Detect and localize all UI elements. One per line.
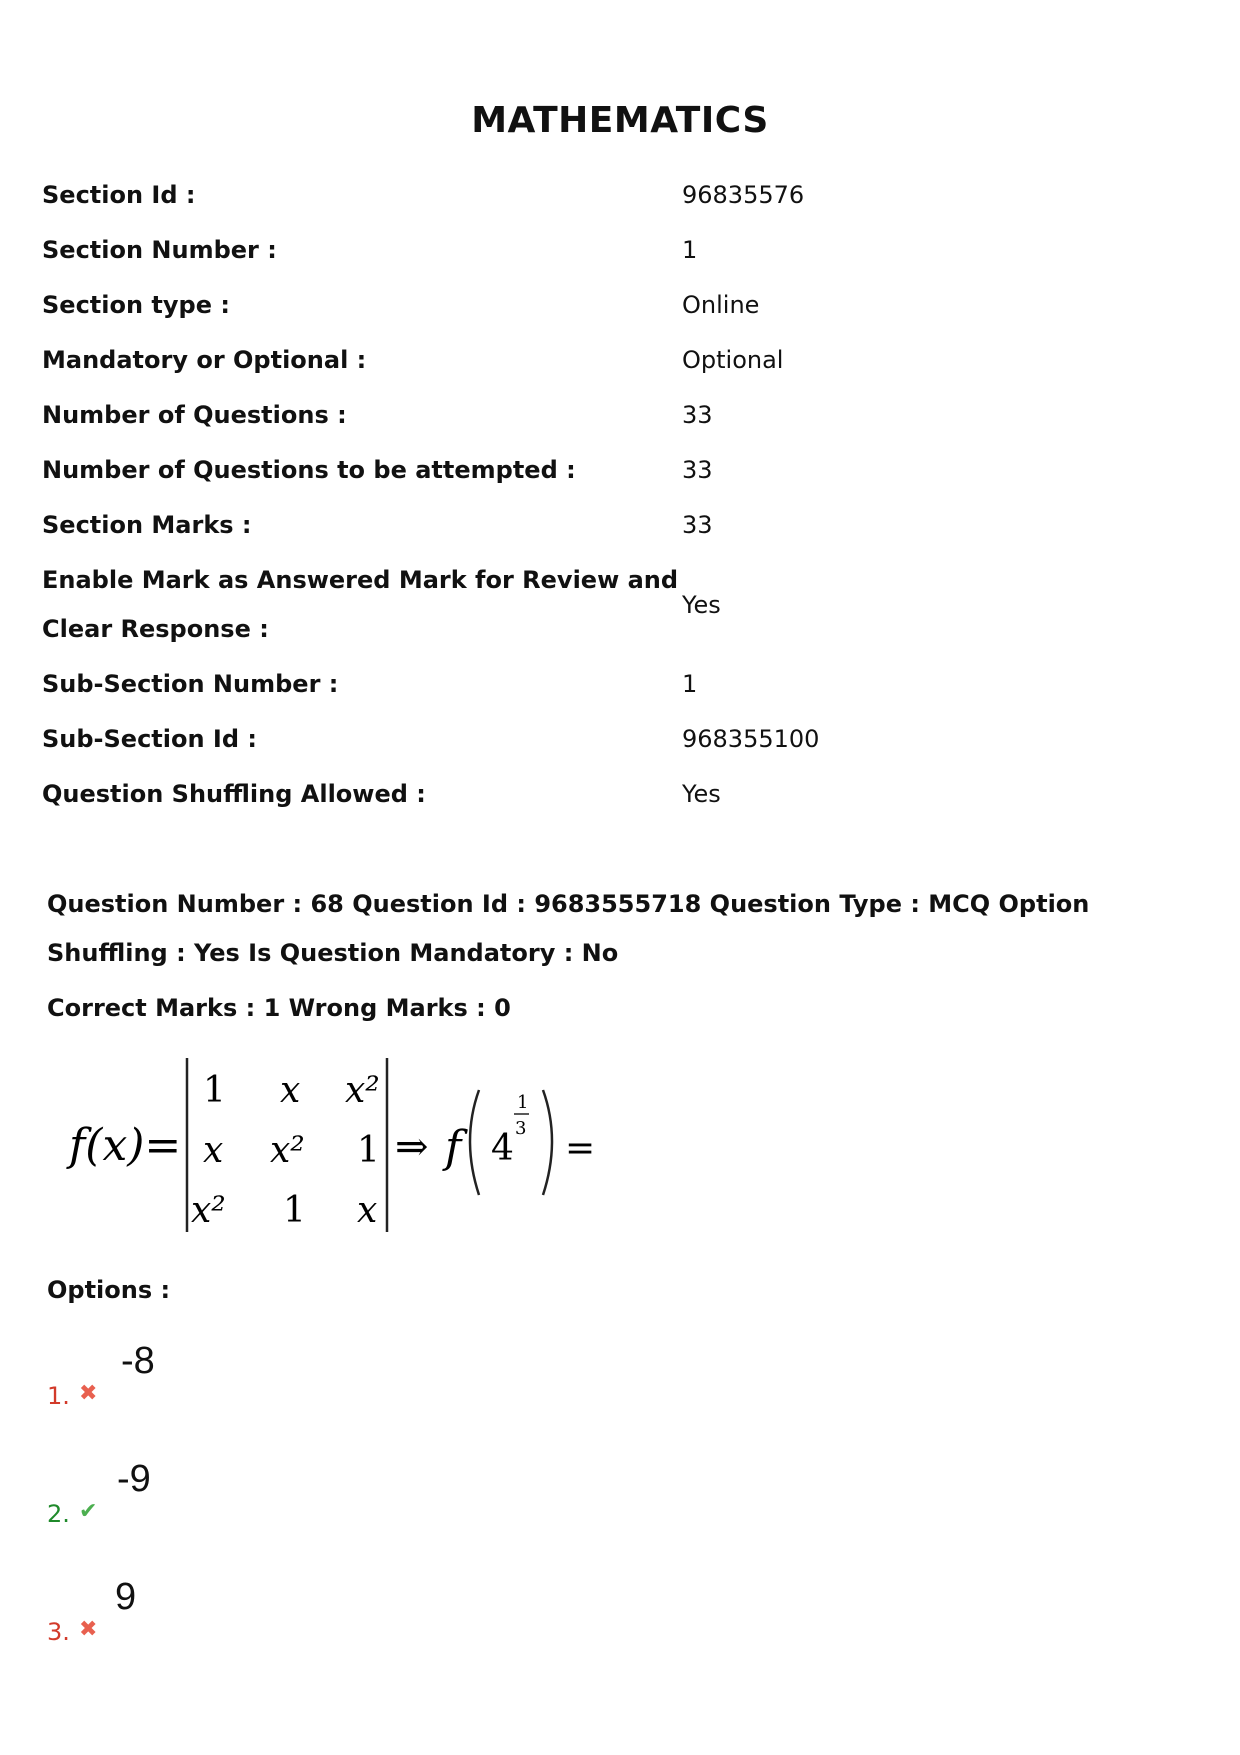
formula-base: 4 — [491, 1128, 514, 1169]
info-row — [42, 767, 1192, 822]
info-label: Number of Questions to be attempted : — [42, 456, 576, 484]
matrix-cell: 1 — [283, 1190, 306, 1231]
option-value: -8 — [121, 1340, 155, 1382]
info-row — [42, 657, 1192, 712]
question-formula — [65, 1050, 605, 1240]
info-row — [42, 553, 1192, 657]
info-label: Section Id : — [42, 181, 196, 209]
info-value: 1 — [682, 236, 698, 264]
info-label: Mandatory or Optional : — [42, 346, 367, 374]
right-paren — [543, 1090, 552, 1195]
info-value: 1 — [682, 670, 698, 698]
matrix-cell: x² — [270, 1130, 305, 1171]
info-value: Online — [682, 291, 760, 319]
info-value: 33 — [682, 511, 713, 539]
matrix-cell: x² — [191, 1190, 226, 1231]
info-row — [42, 443, 1192, 498]
option-number: 1. — [47, 1382, 70, 1410]
info-row — [42, 223, 1192, 278]
formula-lhs: f(x)= — [69, 1120, 182, 1171]
option-number: 3. — [47, 1618, 70, 1646]
info-label: Question Shuffling Allowed : — [42, 780, 426, 808]
page-title: MATHEMATICS — [471, 100, 769, 141]
matrix-cell: x — [203, 1130, 224, 1171]
matrix-cell: x — [357, 1190, 378, 1231]
info-label: Sub-Section Number : — [42, 670, 339, 698]
info-row — [42, 712, 1192, 767]
section-info-table — [42, 168, 1192, 822]
exponent-numerator: 1 — [517, 1092, 529, 1113]
info-row — [42, 168, 1192, 223]
option-value: -9 — [117, 1458, 151, 1500]
option-number: 2. — [47, 1500, 70, 1528]
matrix-cell: 1 — [357, 1130, 380, 1171]
matrix-cell: 1 — [203, 1070, 226, 1111]
exponent-denominator: 3 — [515, 1118, 527, 1139]
info-row — [42, 498, 1192, 553]
option-item — [47, 1340, 447, 1410]
info-value: 33 — [682, 456, 713, 484]
info-label: Section type : — [42, 291, 230, 319]
info-value: Yes — [682, 780, 721, 808]
matrix-cell: x — [280, 1070, 301, 1111]
cross-icon: ✖ — [79, 1381, 98, 1406]
option-value: 9 — [115, 1576, 137, 1618]
info-label: Number of Questions : — [42, 401, 347, 429]
info-row — [42, 278, 1192, 333]
info-row — [42, 388, 1192, 443]
info-value: 33 — [682, 401, 713, 429]
question-marks: Correct Marks : 1 Wrong Marks : 0 — [47, 994, 511, 1022]
info-label: Enable Mark as Answered Mark for Review and Clear Response : — [42, 566, 679, 643]
formula-rhs-f: f — [445, 1122, 462, 1173]
option-item — [47, 1458, 447, 1528]
question-block — [47, 880, 1217, 1033]
left-paren — [470, 1090, 479, 1195]
option-item — [47, 1576, 447, 1646]
info-value: 968355100 — [682, 725, 820, 753]
info-value: Optional — [682, 346, 784, 374]
info-label: Sub-Section Id : — [42, 725, 257, 753]
matrix-cell: x² — [345, 1070, 380, 1111]
check-icon: ✔ — [79, 1499, 98, 1524]
info-row — [42, 333, 1192, 388]
info-label: Section Marks : — [42, 511, 252, 539]
options-label: Options : — [47, 1276, 171, 1304]
info-value: Yes — [682, 590, 721, 619]
cross-icon: ✖ — [79, 1617, 98, 1642]
info-value: 96835576 — [682, 181, 805, 209]
formula-equals: = — [565, 1128, 596, 1169]
info-label: Section Number : — [42, 236, 277, 264]
question-header: Question Number : 68 Question Id : 9683555718 Question Type : MCQ Option Shuffling : Yes Is Question Mandatory : No — [47, 890, 1090, 967]
formula-arrow: ⇒ — [395, 1124, 429, 1170]
